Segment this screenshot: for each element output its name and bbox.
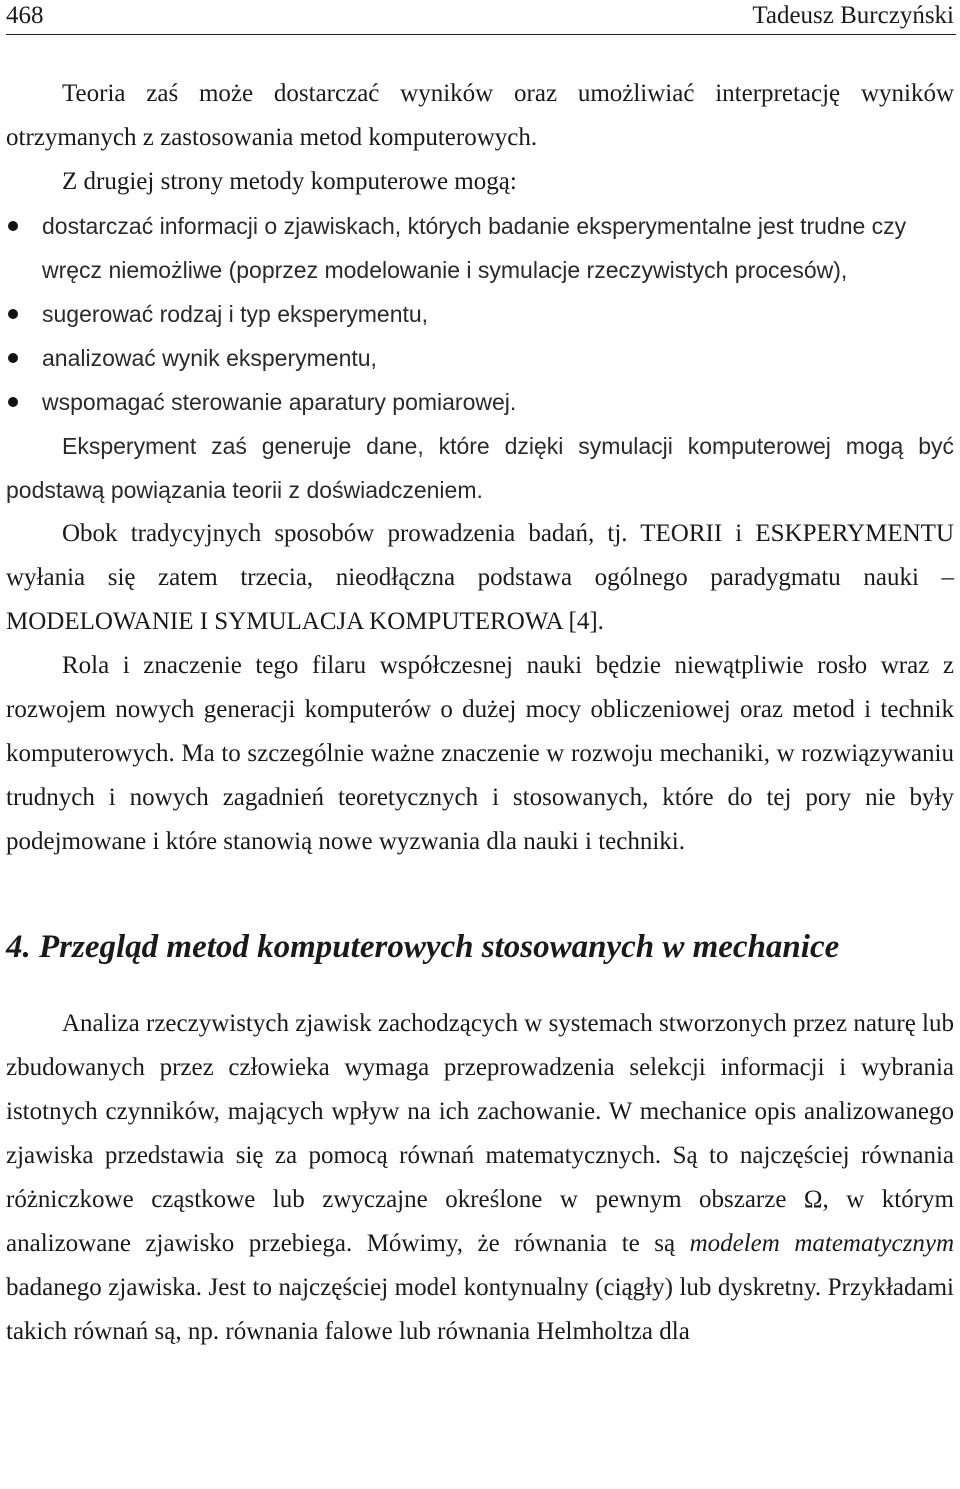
list-item [6, 336, 954, 380]
list-item-text: analizować wynik eksperymentu, [42, 345, 377, 371]
paragraph-analysis [6, 1002, 954, 1354]
paragraph-role: Rola i znaczenie tego filaru współczesnej nauki będzie niewątpliwie rosło wraz z rozwojem nowych generacji komputerów o dużej mocy obliczeniowej oraz metod i technik komputerowych. Ma to szczególnie ważne znaczenie w rozwoju mechaniki, w rozwiązywaniu trudnych i nowych zagadnień teoretycznych i stosowanych, które do tej pory nie były podejmowane i które stanowią nowe wyzwania dla nauki i techniki. [6, 652, 954, 855]
paragraph-methods-intro: Z drugiej strony metody komputerowe mogą: [62, 168, 517, 195]
page-header [6, 0, 956, 35]
emphasis-mathematical-model: modelem matematycznym [689, 1230, 954, 1257]
bullet-icon [8, 353, 18, 363]
list-item [6, 292, 954, 336]
list-item [6, 380, 954, 424]
paragraph-analysis-text-1: Analiza rzeczywistych zjawisk zachodzących w systemach stworzonych przez naturę lub zbudowanych przez człowieka wymaga przeprowadzenia selekcji informacji i wybrania istotnych czynników, mających wpływ na ich zachowanie. W mechanice opis analizowanego zjawiska przedstawia się za pomocą równań matematycznych. Są to najczęściej równania różniczkowe cząstkowe lub zwyczajne określone w pewnym obszarze Ω, w którym analizowane zjawisko przebiega. Mówimy, że równania te są [6, 1010, 954, 1257]
section-heading: 4. Przegląd metod komputerowych stosowanych w mechanice [6, 929, 840, 965]
paragraph-theory: Teoria zaś może dostarczać wyników oraz umożliwiać interpretację wyników otrzymanych z zastosowania metod komputerowych. [6, 80, 954, 151]
bullet-icon [8, 309, 18, 319]
bullet-list [6, 204, 954, 424]
running-head-author: Tadeusz Burczyński [752, 2, 954, 29]
paragraph-paradigm: Obok tradycyjnych sposobów prowadzenia badań, tj. TEORII i ESKPERYMENTU wyłania się zatem trzecia, nieodłączna podstawa ogólnego paradygmatu nauki – MODELOWANIE I SYMULACJA KOMPUTEROWA [4]. [6, 520, 954, 635]
list-item [6, 204, 954, 292]
bullet-icon [8, 221, 18, 231]
page-number: 468 [6, 2, 44, 29]
list-item-text: wspomagać sterowanie aparatury pomiarowej. [42, 389, 517, 415]
bullet-icon [8, 397, 18, 407]
paragraph-experiment: Eksperyment zaś generuje dane, które dzięki symulacji komputerowej mogą być podstawą powiązania teorii z doświadczeniem. [6, 433, 954, 503]
paragraph-analysis-text-2: badanego zjawiska. Jest to najczęściej model kontynualny (ciągły) lub dyskretny. Przykładami takich równań są, np. równania falowe lub równania Helmholtza dla [6, 1274, 954, 1345]
list-item-text: sugerować rodzaj i typ eksperymentu, [42, 301, 429, 327]
page-body [6, 72, 954, 1354]
list-item-text: dostarczać informacji o zjawiskach, których badanie eksperymentalne jest trudne czy wręcz niemożliwe (poprzez modelowanie i symulacje rzeczywistych procesów), [42, 213, 907, 283]
